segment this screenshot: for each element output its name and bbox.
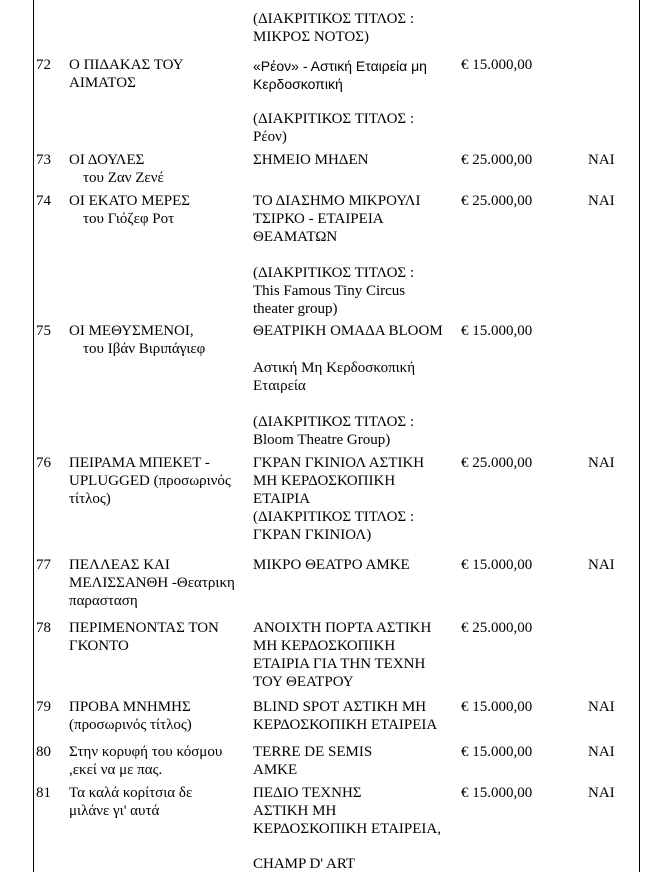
yes-flag: ΝΑΙ <box>588 699 615 715</box>
yes-flag: ΝΑΙ <box>588 557 615 573</box>
title-line: Τα καλά κορίτσια δε <box>69 785 193 801</box>
amount: € 25.000,00 <box>461 455 533 471</box>
title-line: UPLUGGED (προσωρινός <box>69 473 231 489</box>
org-line: BLIND SPOT ΑΣΤΙΚΗ ΜΗ <box>253 699 427 715</box>
yes-flag: ΝΑΙ <box>588 744 615 760</box>
org-line: «Ρέον» - Αστική Εταιρεία μη <box>253 58 427 74</box>
row-number: 74 <box>36 193 51 209</box>
org-line: ΑΣΤΙΚΗ ΜΗ <box>253 803 337 819</box>
title-line: ΓΚΟΝΤΟ <box>69 638 129 654</box>
title-line: του Ιβάν Βιριπάγιεφ <box>83 341 206 357</box>
yes-flag: ΝΑΙ <box>588 152 615 168</box>
row-number: 76 <box>36 455 51 471</box>
amount: € 15.000,00 <box>461 744 533 760</box>
org-line: TERRE DE SEMIS <box>253 744 373 760</box>
title-line: μιλάνε γι' αυτά <box>69 803 160 819</box>
org-line: ΚΕΡΔΟΣΚΟΠΙΚΗ ΕΤΑΙΡΕΙΑ <box>253 717 438 733</box>
title-line: (προσωρινός τίτλος) <box>69 717 192 733</box>
title-line: ΟΙ ΕΚΑΤΟ ΜΕΡΕΣ <box>69 193 190 209</box>
title-line: ΟΙ ΔΟΥΛΕΣ <box>69 152 145 168</box>
org-line: ΚΕΡΔΟΣΚΟΠΙΚΗ ΕΤΑΙΡΕΙΑ, <box>253 821 442 837</box>
org-line: theater group) <box>253 301 338 317</box>
org-line: This Famous Tiny Circus <box>253 283 406 299</box>
org-line: ΤΟΥ ΘΕΑΤΡΟΥ <box>253 674 354 690</box>
row-number: 78 <box>36 620 51 636</box>
org-line: (ΔΙΑΚΡΙΤΙΚΟΣ ΤΙΤΛΟΣ : <box>253 111 415 127</box>
amount: € 15.000,00 <box>461 557 533 573</box>
title-line: ΑΙΜΑΤΟΣ <box>69 75 136 91</box>
title-line: του Γιόζεφ Ροτ <box>83 211 175 227</box>
title-line: Στην κορυφή του κόσμου <box>69 744 223 760</box>
org-line: ΤΣΙΡΚΟ - ΕΤΑΙΡΕΙΑ <box>253 211 384 227</box>
title-line: Ο ΠΙΔΑΚΑΣ ΤΟΥ <box>69 57 184 73</box>
amount: € 25.000,00 <box>461 193 533 209</box>
title-line: ΠΡΟΒΑ ΜΝΗΜΗΣ <box>69 699 191 715</box>
amount: € 15.000,00 <box>461 323 533 339</box>
title-line: ΠΕΙΡΑΜΑ ΜΠΕΚΕΤ - <box>69 455 210 471</box>
amount: € 25.000,00 <box>461 620 533 636</box>
org-line: (ΔΙΑΚΡΙΤΙΚΟΣ ΤΙΤΛΟΣ : <box>253 509 415 525</box>
org-line: (ΔΙΑΚΡΙΤΙΚΟΣ ΤΙΤΛΟΣ : <box>253 11 415 27</box>
org-line: ΠΕΔΙΟ ΤΕΧΝΗΣ <box>253 785 362 801</box>
row-number: 72 <box>36 57 51 73</box>
amount: € 15.000,00 <box>461 57 533 73</box>
org-line: ΑΝΟΙΧΤΗ ΠΟΡΤΑ ΑΣΤΙΚΗ <box>253 620 432 636</box>
org-line: ΤΟ ΔΙΑΣΗΜΟ ΜΙΚΡΟΥΛΙ <box>253 193 421 209</box>
row-number: 79 <box>36 699 51 715</box>
org-line: AMKE <box>253 762 298 778</box>
row-number: 75 <box>36 323 51 339</box>
org-line: CHAMP D' ART <box>253 856 356 872</box>
title-line: τίτλος) <box>69 491 111 507</box>
org-line: Bloom Theatre Group) <box>253 432 391 448</box>
org-line: ΣΗΜΕΙΟ ΜΗΔΕΝ <box>253 152 369 168</box>
org-line: ΘΕΑΜΑΤΩΝ <box>253 229 338 245</box>
org-line: ΓΚΡΑΝ ΓΚΙΝΙΟΛ ΑΣΤΙΚΗ <box>253 455 425 471</box>
title-line: ΜΕΛΙΣΣΑΝΘΗ -Θεατρικη <box>69 575 235 591</box>
yes-flag: ΝΑΙ <box>588 785 615 801</box>
title-line: ΠΕΛΛΕΑΣ ΚΑΙ <box>69 557 170 573</box>
org-line: Εταιρεία <box>253 378 306 394</box>
yes-flag: ΝΑΙ <box>588 455 615 471</box>
org-line: Ρέον) <box>253 129 287 145</box>
org-line: ΘΕΑΤΡΙΚΗ ΟΜΑΔΑ BLOOM <box>253 323 443 339</box>
title-line: ,εκεί να με πας. <box>69 762 163 778</box>
org-line: ΓΚΡΑΝ ΓΚΙΝΙΟΛ) <box>253 527 372 543</box>
title-line: παρασταση <box>69 593 138 609</box>
title-line: ΟΙ ΜΕΘΥΣΜΕΝΟΙ, <box>69 323 194 339</box>
org-line: ΜΙΚΡΟΣ ΝΟΤΟΣ) <box>253 29 369 45</box>
org-line: ΕΤΑΙΡΙΑ <box>253 491 311 507</box>
row-number: 81 <box>36 785 51 801</box>
row-number: 73 <box>36 152 51 168</box>
title-line: του Ζαν Ζενέ <box>83 170 164 186</box>
org-line: ΜΗ ΚΕΡΔΟΣΚΟΠΙΚΗ <box>253 473 396 489</box>
yes-flag: ΝΑΙ <box>588 193 615 209</box>
org-line: ΜΙΚΡΟ ΘΕΑΤΡΟ ΑΜΚΕ <box>253 557 410 573</box>
org-line: Αστική Μη Κερδοσκοπική <box>253 360 416 376</box>
row-number: 77 <box>36 557 51 573</box>
row-number: 80 <box>36 744 51 760</box>
amount: € 15.000,00 <box>461 699 533 715</box>
org-line: ΜΗ ΚΕΡΔΟΣΚΟΠΙΚΗ <box>253 638 396 654</box>
org-line: (ΔΙΑΚΡΙΤΙΚΟΣ ΤΙΤΛΟΣ : <box>253 265 415 281</box>
amount: € 15.000,00 <box>461 785 533 801</box>
org-line: (ΔΙΑΚΡΙΤΙΚΟΣ ΤΙΤΛΟΣ : <box>253 414 415 430</box>
title-line: ΠΕΡΙΜΕΝΟΝΤΑΣ ΤΟΝ <box>69 620 219 636</box>
org-line: Κερδοσκοπική <box>253 76 343 92</box>
amount: € 25.000,00 <box>461 152 533 168</box>
org-line: ΕΤΑΙΡΙΑ ΓΙΑ ΤΗΝ ΤΕΧΝΗ <box>253 656 426 672</box>
